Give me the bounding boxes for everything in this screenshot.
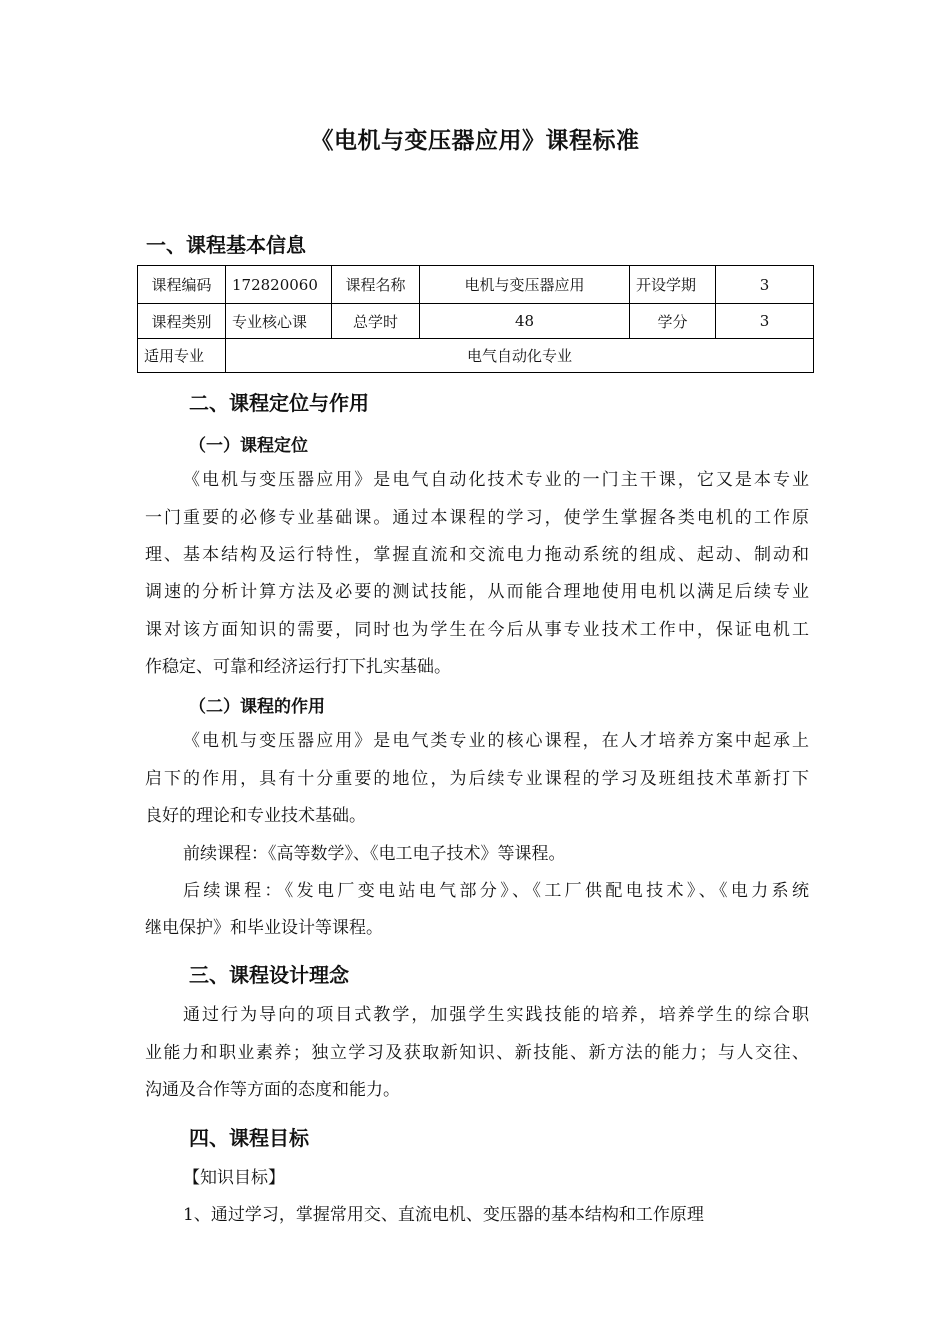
semester-value: 3 xyxy=(716,266,814,304)
course-type-value: 专业核心课 xyxy=(226,304,332,339)
course-name-value: 电机与变压器应用 xyxy=(420,266,630,304)
paragraph-line: 一门重要的必修专业基础课。通过本课程的学习，使学生掌握各类电机的工作原 xyxy=(145,508,809,528)
semester-label: 开设学期 xyxy=(630,266,716,304)
table-row xyxy=(138,304,814,339)
major-label: 适用专业 xyxy=(138,339,226,373)
knowledge-goal-item: 1、通过学习，掌握常用交、直流电机、变压器的基本结构和工作原理 xyxy=(183,1205,704,1225)
section-4-heading: 四、课程目标 xyxy=(189,1126,309,1150)
paragraph-line: 启下的作用，具有十分重要的地位，为后续专业课程的学习及班组技术革新打下 xyxy=(145,769,809,789)
section-3-heading: 三、课程设计理念 xyxy=(189,963,349,987)
credit-label: 学分 xyxy=(630,304,716,339)
knowledge-goals-label: 【知识目标】 xyxy=(183,1168,285,1188)
paragraph-line: 《电机与变压器应用》是电气自动化技术专业的一门主干课，它又是本专业 xyxy=(183,470,809,490)
paragraph-line: 调速的分析计算方法及必要的测试技能，从而能合理地使用电机以满足后续专业 xyxy=(145,582,809,602)
course-info-table xyxy=(137,265,814,373)
prerequisite-courses: 前续课程：《高等数学》、《电工电子技术》等课程。 xyxy=(183,844,566,864)
paragraph-line: 通过行为导向的项目式教学，加强学生实践技能的培养，培养学生的综合职 xyxy=(183,1005,809,1025)
paragraph-line: 后续课程：《发电厂变电站电气部分》、《工厂供配电技术》、《电力系统 xyxy=(183,881,809,901)
paragraph-line: 继电保护》和毕业设计等课程。 xyxy=(145,918,383,938)
paragraph-line: 理、基本结构及运行特性，掌握直流和交流电力拖动系统的组成、起动、制动和 xyxy=(145,545,809,565)
subsection-positioning-heading: （一）课程定位 xyxy=(189,436,308,456)
course-code-value: 172820060 xyxy=(226,266,332,304)
total-hours-label: 总学时 xyxy=(332,304,420,339)
total-hours-value: 48 xyxy=(420,304,630,339)
section-2-heading: 二、课程定位与作用 xyxy=(189,391,369,415)
paragraph-line: 业能力和职业素养；独立学习及获取新知识、新技能、新方法的能力；与人交往、 xyxy=(145,1043,809,1063)
course-name-label: 课程名称 xyxy=(332,266,420,304)
section-1-heading: 一、课程基本信息 xyxy=(146,233,306,257)
subsection-role-heading: （二）课程的作用 xyxy=(189,697,325,717)
credit-value: 3 xyxy=(716,304,814,339)
major-value: 电气自动化专业 xyxy=(226,339,814,373)
paragraph-line: 作稳定、可靠和经济运行打下扎实基础。 xyxy=(145,657,451,677)
paragraph-line: 课对该方面知识的需要，同时也为学生在今后从事专业技术工作中，保证电机工 xyxy=(145,620,809,640)
paragraph-line: 沟通及合作等方面的态度和能力。 xyxy=(145,1080,400,1100)
course-type-label: 课程类别 xyxy=(138,304,226,339)
paragraph-line: 良好的理论和专业技术基础。 xyxy=(145,806,366,826)
table-row xyxy=(138,266,814,304)
document-title: 《电机与变压器应用》课程标准 xyxy=(310,128,640,154)
paragraph-line: 《电机与变压器应用》是电气类专业的核心课程，在人才培养方案中起承上 xyxy=(183,731,809,751)
table-row xyxy=(138,339,814,373)
course-code-label: 课程编码 xyxy=(138,266,226,304)
